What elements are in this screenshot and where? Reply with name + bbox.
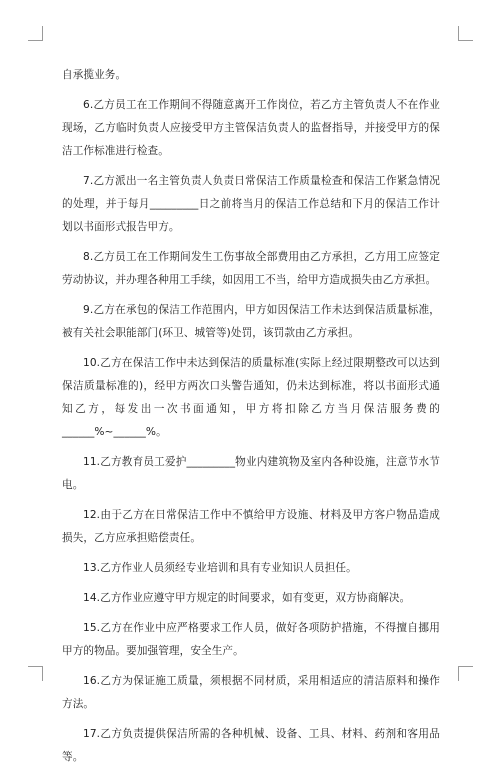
paragraph-clause-7: 7.乙方派出一名主管负责人负责日常保洁工作质量检查和保洁工作紧急情况的处理，并于每月_________日之前将当月的保洁工作总结和下月的保洁工作计划以书面形式报告甲方。 [62,175,440,233]
paragraph-clause-16: 16.乙方为保证施工质量，须根据不同材质，采用相适应的清洁原料和操作方法。 [62,675,440,710]
crop-mark-bottom-right [458,666,473,681]
paragraph-clause-12: 12.由于乙方在日常保洁工作中不慎给甲方设施、材料及甲方客户物品造成损失，乙方应承担赔偿责任。 [62,509,440,544]
paragraph-continuation: 自承揽业务。 [62,69,127,81]
paragraph-clause-13: 13.乙方作业人员须经专业培训和具有专业知识人员担任。 [83,562,357,574]
crop-mark-top-left [28,26,43,41]
paragraph-clause-8: 8.乙方员工在工作期间发生工伤事故全部费用由乙方承担，乙方用工应签定劳动协议，并办理各种用工手续，如因用工不当，给甲方造成损失由乙方承担。 [62,251,440,286]
document-body [62,64,440,776]
paragraph-clause-15: 15.乙方在作业中应严格要求工作人员，做好各项防护措施，不得擅自挪用甲方的物品。要加强管理，安全生产。 [62,622,440,657]
paragraph-clause-11: 11.乙方教育员工爱护_________物业内建筑物及室内各种设施，注意节水节电。 [62,456,440,491]
crop-mark-bottom-left [28,666,43,681]
paragraph-clause-17: 17.乙方负责提供保洁所需的各种机械、设备、工具、材料、药剂和客用品等。 [62,728,440,763]
paragraph-clause-14: 14.乙方作业应遵守甲方规定的时间要求，如有变更，双方协商解决。 [83,592,411,604]
paragraph-clause-9: 9.乙方在承包的保洁工作范围内，甲方如因保洁工作未达到保洁质量标准，被有关社会职能部门(环卫、城管等)处罚，该罚款由乙方承担。 [62,304,440,339]
paragraph-clause-6: 6.乙方员工在工作期间不得随意离开工作岗位，若乙方主管负责人不在作业现场，乙方临时负责人应接受甲方主管保洁负责人的监督指导，并接受甲方的保洁工作标准进行检查。 [62,99,440,157]
crop-mark-top-right [458,26,473,41]
paragraph-clause-10: 10.乙方在保洁工作中未达到保洁的质量标准(实际上经过限期整改可以达到保洁质量标准的)，经甲方两次口头警告通知，仍未达到标准，将以书面形式通知乙方，每发出一次书面通知，甲方将扣除乙方当月保洁服务费的______%~______%。 [62,357,440,438]
